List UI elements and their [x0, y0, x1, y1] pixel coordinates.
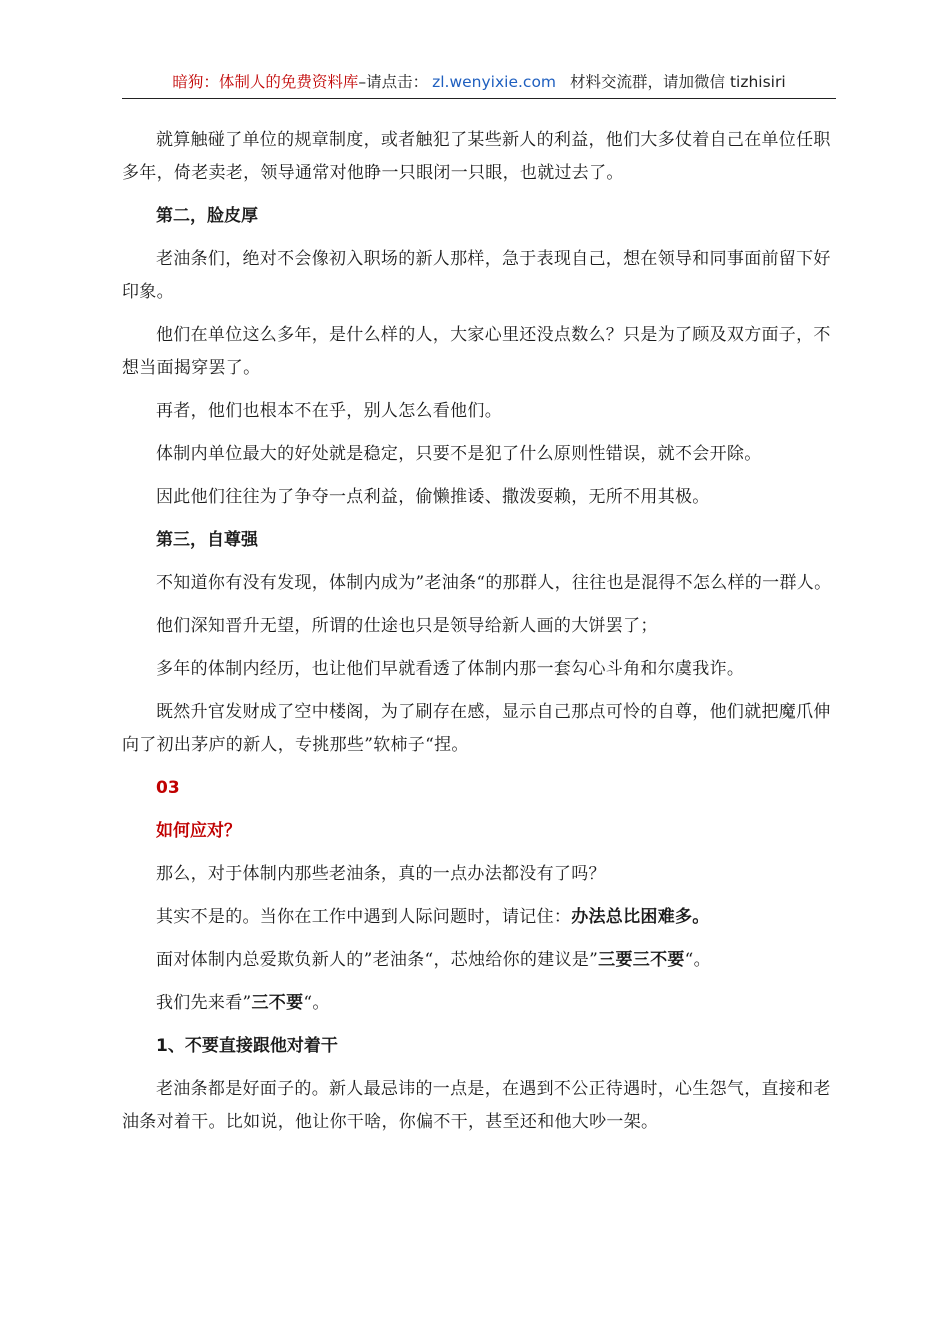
paragraph-text: “。 — [303, 993, 330, 1013]
paragraph: 老油条们，绝对不会像初入职场的新人那样，急于表现自己，想在领导和同事面前留下好印象。 — [122, 249, 831, 302]
paragraph: 体制内单位最大的好处就是稳定，只要不是犯了什么原则性错误，就不会开除。 — [156, 444, 762, 464]
paragraph: 因此他们往往为了争夺一点利益，偷懒推诿、撒泼耍赖，无所不用其极。 — [156, 487, 710, 507]
section-title: 如何应对？ — [156, 821, 241, 841]
paragraph: 他们深知晋升无望，所谓的仕途也只是领导给新人画的大饼罢了； — [156, 616, 658, 636]
subheading: 第三，自尊强 — [156, 530, 258, 550]
header-brand: 暗狗：体制人的免费资料库 — [172, 73, 359, 91]
paragraph: 不知道你有没有发现，体制内成为”老油条“的那群人，往往也是混得不怎么样的一群人。 — [156, 573, 832, 593]
paragraph-text: 面对体制内总爱欺负新人的”老油条“，芯烛给你的建议是” — [156, 950, 599, 970]
subheading: 第二，脸皮厚 — [156, 206, 258, 226]
paragraph: 那么，对于体制内那些老油条，真的一点办法都没有了吗？ — [156, 864, 606, 884]
article-body — [122, 124, 836, 1149]
subheading: 1、不要直接跟他对着干 — [156, 1036, 338, 1056]
header-link[interactable]: zl.wenyixie.com — [432, 73, 557, 91]
page-header — [122, 70, 836, 99]
header-prompt: –请点击： — [358, 73, 429, 91]
paragraph: 多年的体制内经历，也让他们早就看透了体制内那一套勾心斗角和尔虞我诈。 — [156, 659, 745, 679]
emphasis-text: 办法总比困难多。 — [571, 907, 710, 927]
paragraph-text: 其实不是的。当你在工作中遇到人际问题时，请记住： — [156, 907, 572, 927]
header-contact: 材料交流群，请加微信 tizhisiri — [570, 73, 786, 91]
emphasis-text: 三要三不要 — [598, 950, 685, 970]
paragraph — [122, 944, 836, 977]
paragraph: 他们在单位这么多年，是什么样的人，大家心里还没点数么？只是为了顾及双方面子，不想当面揭穿罢了。 — [122, 325, 831, 378]
emphasis-text: 三不要 — [251, 993, 304, 1013]
paragraph: 再者，他们也根本不在乎，别人怎么看他们。 — [156, 401, 502, 421]
paragraph: 老油条都是好面子的。新人最忌讳的一点是，在遇到不公正待遇时，心生怨气，直接和老油条对着干。比如说，他让你干啥，你偏不干，甚至还和他大吵一架。 — [122, 1079, 831, 1132]
paragraph-text: 我们先来看” — [156, 993, 252, 1013]
paragraph: 既然升官发财成了空中楼阁，为了刷存在感，显示自己那点可怜的自尊，他们就把魔爪伸向了初出茅庐的新人，专挑那些”软柿子“捏。 — [122, 702, 831, 755]
paragraph: 就算触碰了单位的规章制度，或者触犯了某些新人的利益，他们大多仗着自己在单位任职多年，倚老卖老，领导通常对他睁一只眼闭一只眼，也就过去了。 — [122, 130, 831, 183]
paragraph-text: “。 — [684, 950, 711, 970]
section-number: 03 — [156, 778, 180, 798]
paragraph — [122, 987, 836, 1020]
paragraph — [122, 901, 836, 934]
